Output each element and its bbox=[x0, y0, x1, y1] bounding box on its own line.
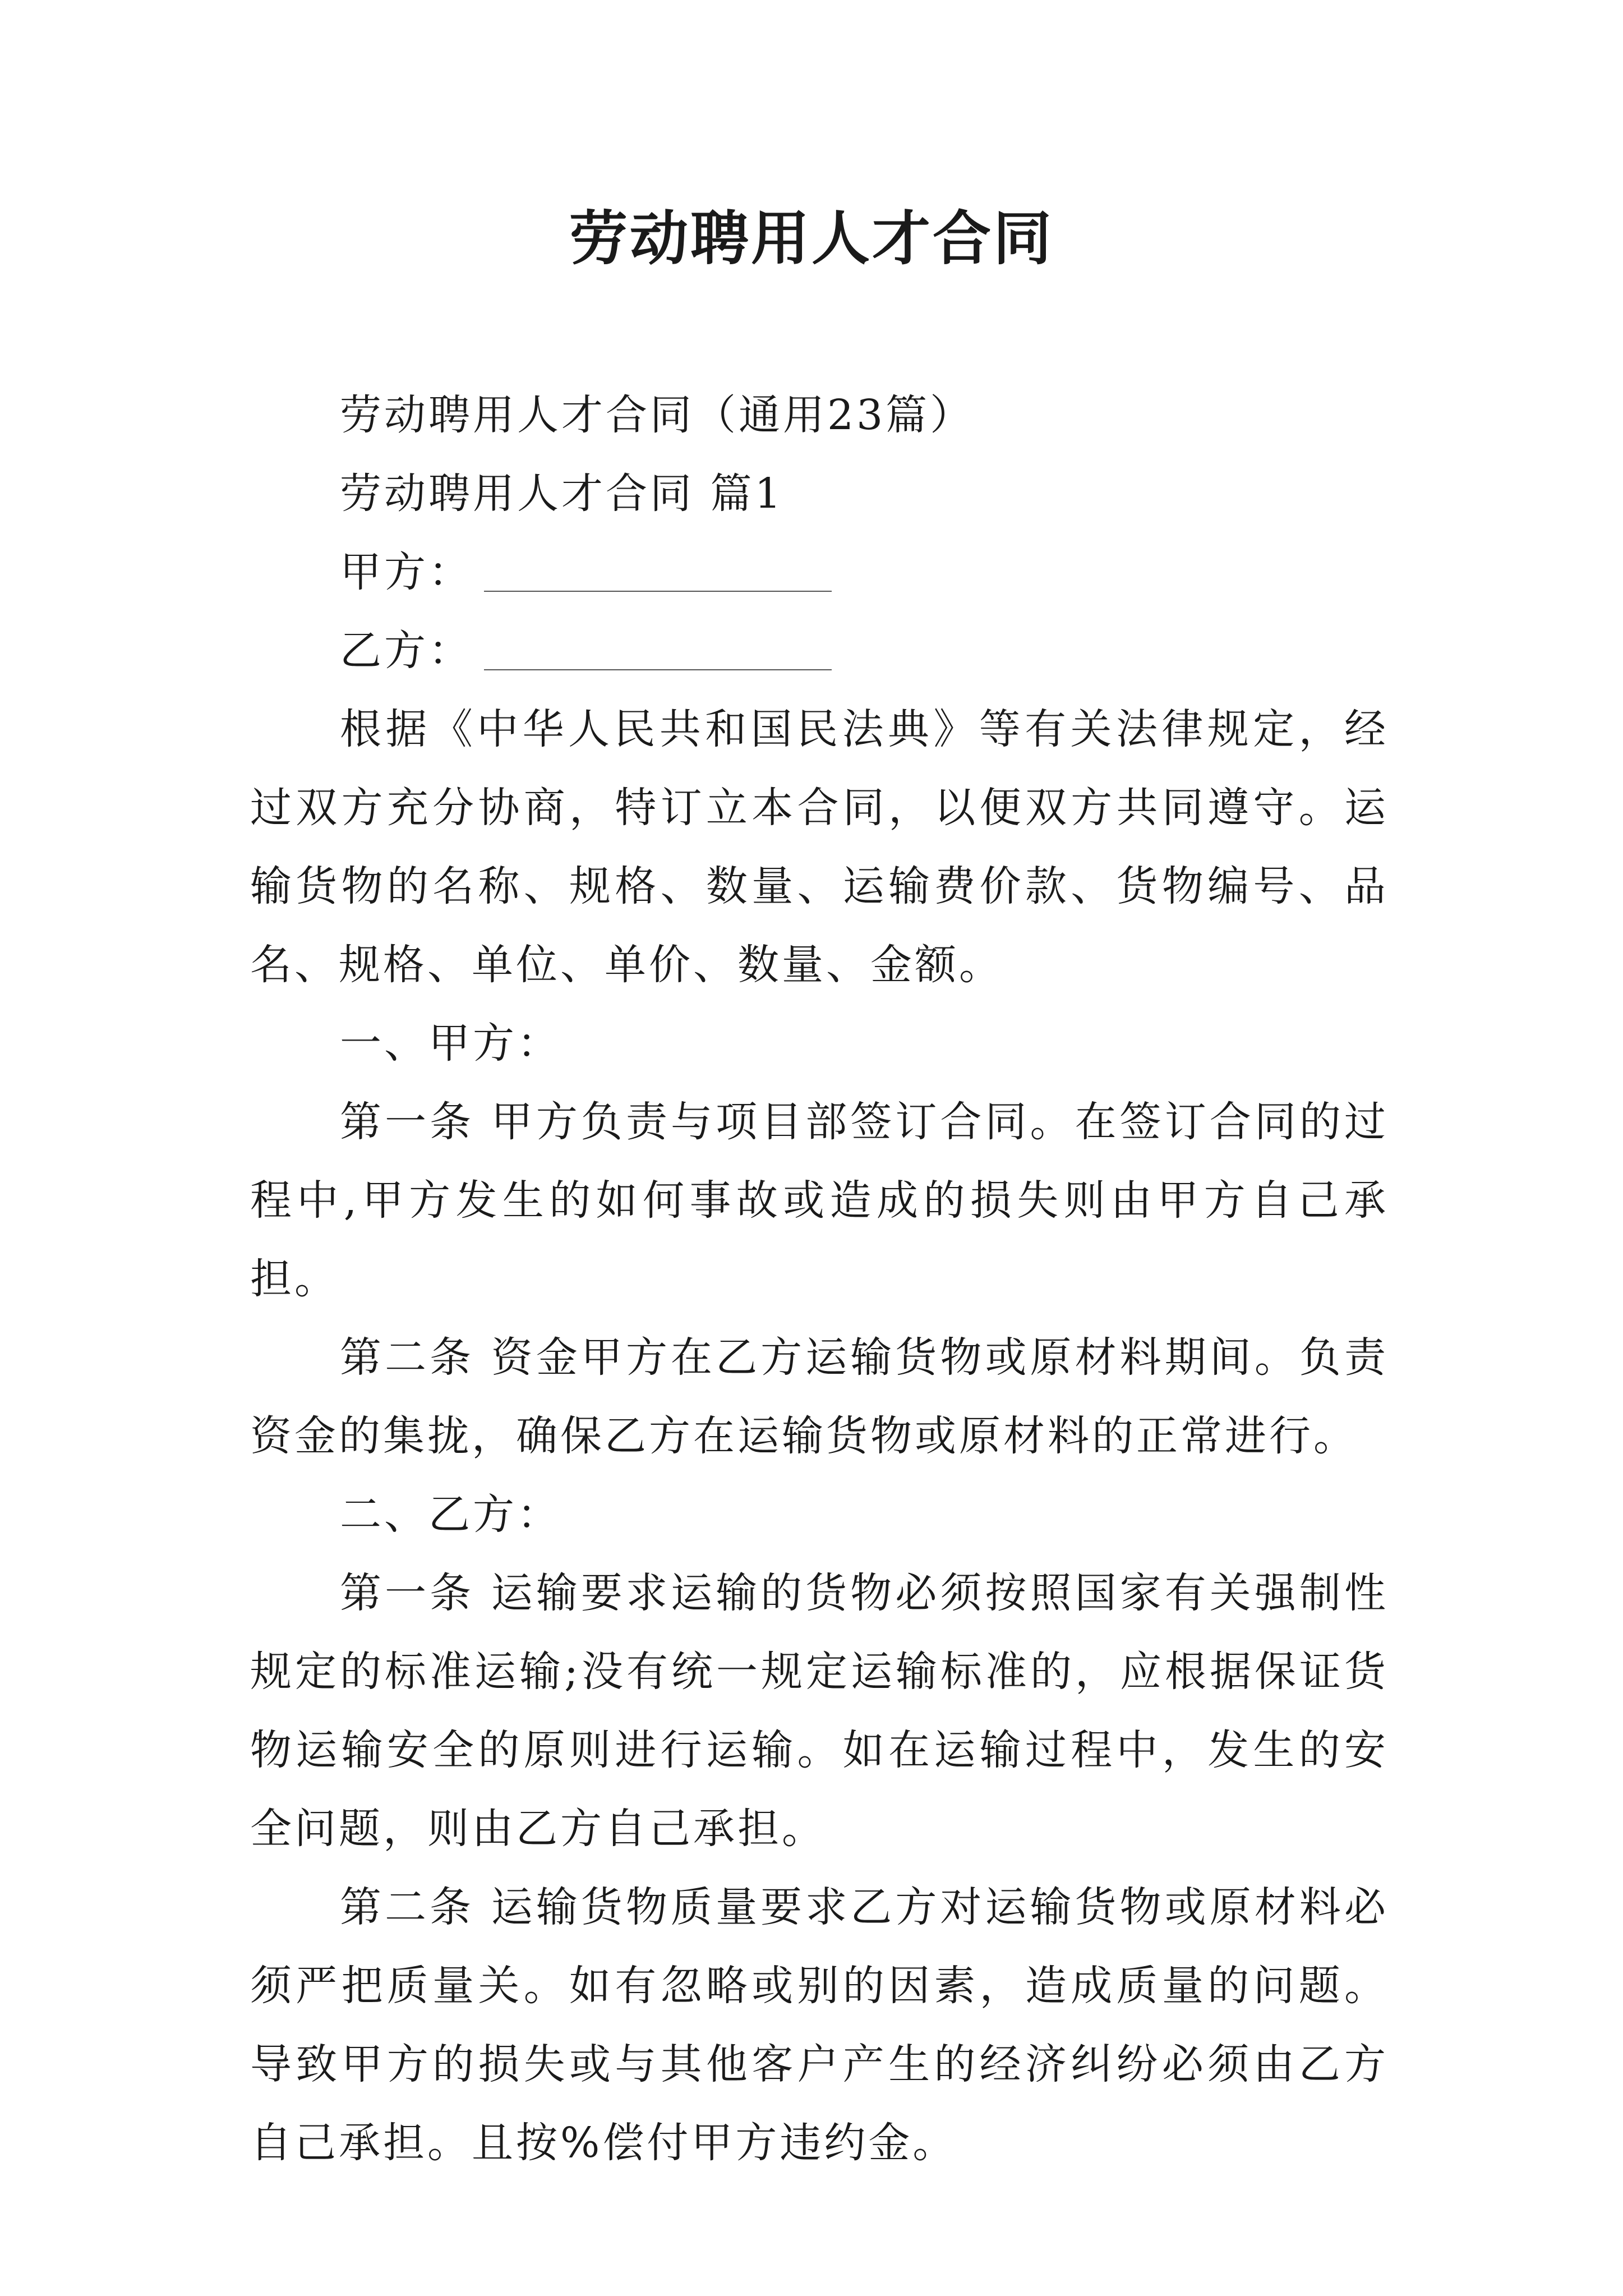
paragraph-b-article-2: 第二条 运输货物质量要求乙方对运输货物或原材料必须严把质量关。如有忽略或别的因素，造成质量的问题。导致甲方的损失或与其他客户产生的经济纠纷必须由乙方自己承担。且按%偿付甲方违约金。 bbox=[250, 1883, 1389, 2167]
section-heading: 劳动聘用人才合同 篇1 bbox=[340, 470, 784, 518]
paragraph-a-article-1: 第一条 甲方负责与项目部签订合同。在签订合同的过程中,甲方发生的如何事故或造成的损失则由甲方自己承担。 bbox=[250, 1098, 1389, 1303]
paragraph-a-article-2: 第二条 资金甲方在乙方运输货物或原材料期间。负责资金的集拢，确保乙方在运输货物或原材料的正常进行。 bbox=[250, 1333, 1389, 1460]
heading-party-b: 二、乙方： bbox=[340, 1490, 561, 1539]
document-subtitle: 劳动聘用人才合同（通用23篇） bbox=[340, 391, 975, 439]
paragraph-b-article-1: 第一条 运输要求运输的货物必须按照国家有关强制性规定的标准运输;没有统一规定运输标准的，应根据保证货物运输安全的原则进行运输。如在运输过程中，发生的安全问题，则由乙方自己承担。 bbox=[250, 1569, 1389, 1853]
party-b-blank bbox=[484, 636, 832, 670]
heading-party-a: 一、甲方： bbox=[340, 1019, 561, 1068]
paragraph-intro: 根据《中华人民共和国民法典》等有关法律规定，经过双方充分协商，特订立本合同，以便双方共同遵守。运输货物的名称、规格、数量、运输费价款、货物编号、品名、规格、单位、单价、数量、金额。 bbox=[250, 705, 1389, 989]
document-title: 劳动聘用人才合同 bbox=[569, 204, 1054, 273]
party-a-blank bbox=[484, 557, 832, 592]
party-a-label: 甲方： bbox=[340, 548, 473, 596]
party-b-label: 乙方： bbox=[340, 627, 473, 675]
party-a-line bbox=[250, 533, 1389, 611]
party-b-line bbox=[250, 611, 1389, 690]
document-body bbox=[250, 376, 1389, 2182]
